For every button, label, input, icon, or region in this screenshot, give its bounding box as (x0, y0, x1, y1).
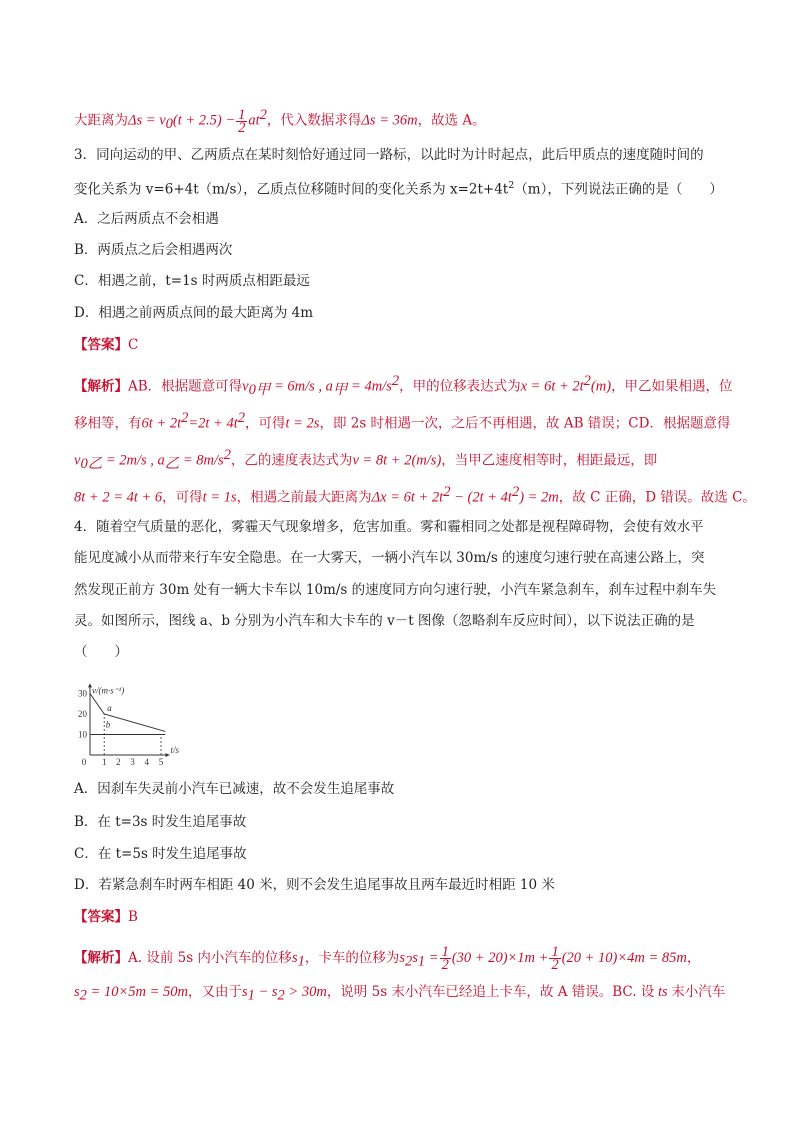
y-tick-label: 10 (78, 729, 87, 740)
fraction: $\frac{1}{2}$ (551, 944, 559, 973)
q4-stem-line2: 能见度减小从而带来行车安全隐患。在一大雾天，一辆小汽车以 30m/s 的速度匀速行驶在高速公路上，突 (74, 550, 705, 566)
x-tick-label: 1 (101, 757, 107, 767)
y-tick-label: 30 (78, 688, 87, 699)
q4-option-a: A．因刹车失灵前小汽车已减速，故不会发生追尾事故 (74, 781, 395, 797)
x-tick-label: 0 (81, 757, 87, 767)
q4-stem-line1: 4．随着空气质量的恶化，雾霾天气现象增多，危害加重。雾和霾相同之处都是视程障碍物，会使有效水平 (74, 519, 704, 535)
q4-stem-line4: 灵。如图所示，图线 a、b 分别为小汽车和大卡车的 v－t 图像（忽略刹车反应时间），以下说法正确的是 (74, 613, 695, 629)
vt-graph (70, 676, 210, 770)
x-axis-label: t/s (170, 745, 180, 755)
q3-answer: 【答案】C (74, 337, 139, 353)
y-tick-label: 20 (78, 709, 87, 719)
series-line-a (90, 694, 165, 732)
q4-explanation-line1: 【解析】A. 设前 5s 内小汽车的位移$s_1$，卡车的位移为$s_2s_1$ = $\frac{1}{2}$ (30 + 20)×1m + $\frac{1}{2}$ (20 + 10)×4m = 85m， (74, 944, 701, 973)
q3-explanation-line1: 【解析】AB．根据题意可得$v_{0甲} = 6m/s$ , $a_甲 = 4m/s^2$，甲的位移表达式为$x = 6t + 2t^2(m)$，甲乙如果相遇，位 (74, 373, 733, 399)
prev-explanation-end: 大距离为$\Delta s = v_0(t + 2.5)$ − $\frac{1}{2}$ $at^2$，代入数据求得Δs = 36m，故选 A。 (74, 106, 486, 136)
q3-explanation-line2: 移相等，有$6t + 2t^2=2t + 4t^2$，可得t = 2s，即 2s 时相遇一次，之后不再相遇，故 AB 错误；CD．根据题意得 (74, 410, 731, 432)
q4-explanation-line2: $s_2 = 10\times 5m = 50m$，又由于$s_1 - s_2 > 30m$，说明 5s 末小汽车已经追上卡车，故 A 错误。BC. 设 ts 末小汽车 (74, 984, 726, 1004)
q3-option-d: D．相遇之前两质点间的最大距离为 4m (74, 305, 314, 321)
q4-stem-line3: 然发现正前方 30m 处有一辆大卡车以 10m/s 的速度同方向匀速行驶，小汽车紧急刹车，刹车过程中刹车失 (74, 582, 717, 598)
y-axis-label: v/(m·s⁻¹) (92, 685, 125, 696)
series-label-b: b (105, 719, 111, 730)
q4-stem-line5: （ ） (74, 644, 128, 660)
q3-option-a: A．之后两质点不会相遇 (74, 211, 219, 227)
q3-option-b: B．两质点之后会相遇两次 (74, 242, 233, 258)
q3-explanation-line3: $v_{0乙} = 2m/s$ , $a_乙 = 8m/s^2$，乙的速度表达式为v = 8t + 2(m/s)，当甲乙速度相等时，相距最远，即 (74, 447, 658, 473)
q3-stem-line1: 3．同向运动的甲、乙两质点在某时刻恰好通过同一路标，以此时为计时起点，此后甲质点的速度随时间的 (74, 147, 704, 163)
fraction: $\frac{1}{2}$ (238, 106, 246, 136)
q3-explanation-line4: 8t + 2 = 4t + 6，可得t = 1s，相遇之前最大距离为$\Delta x = 6t + 2t^2 - (2t + 4t^2) = 2m$，故 C 正确，D 错误。故选 C。 (74, 484, 756, 506)
q4-option-b: B．在 t=3s 时发生追尾事故 (74, 814, 247, 830)
fraction: $\frac{1}{2}$ (441, 944, 449, 973)
x-axis-arrow (166, 753, 170, 757)
q3-option-c: C．相遇之前，t=1s 时两质点相距最远 (74, 273, 310, 289)
q3-stem-line2: 变化关系为 v=6+4t（m/s），乙质点位移随时间的变化关系为 $x=2t+4t^2(m)$，下列说法正确的是（ ） (74, 180, 723, 198)
x-tick-label: 3 (130, 757, 135, 767)
q4-option-c: C．在 t=5s 时发生追尾事故 (74, 846, 247, 862)
x-tick-label: 4 (144, 757, 150, 767)
x-tick-label: 2 (116, 757, 121, 767)
q4-answer: 【答案】B (74, 909, 138, 925)
x-tick-label: 5 (158, 757, 164, 767)
series-label-a: a (107, 702, 112, 713)
q4-option-d: D．若紧急刹车时两车相距 40 米，则不会发生追尾事故且两车最近时相距 10 米 (74, 877, 555, 893)
